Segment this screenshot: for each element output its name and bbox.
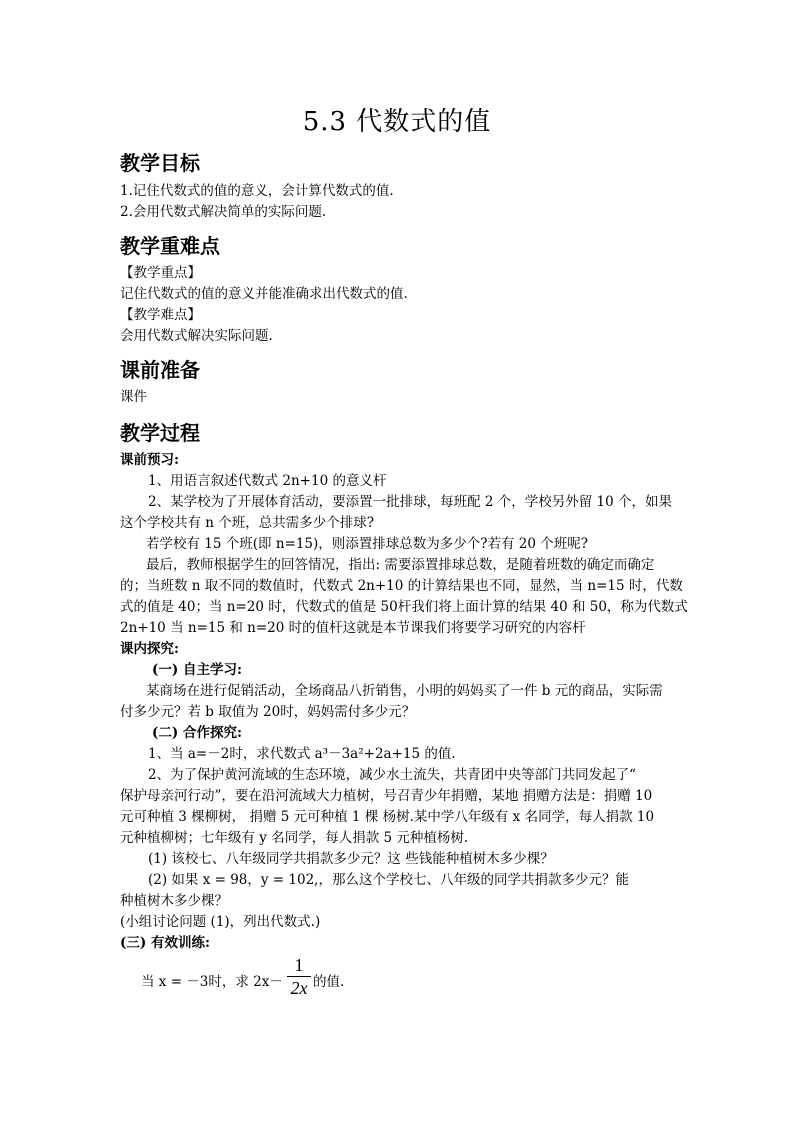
fraction-numerator: 1	[294, 955, 304, 975]
explore-label: 课内探究:	[120, 641, 179, 657]
part2-line: 种植树木多少棵？	[120, 893, 228, 909]
preview-line: 这个学校共有 n 个班，总共需多少个排球?	[120, 515, 375, 531]
exercise-suffix: 的值.	[313, 974, 345, 990]
part2-line: 元种植柳树；七年级有 y 名同学，每人捐款 5 元种植杨树.	[120, 830, 469, 846]
preview-line: 1、用语言叙述代数式 2n+10 的意义杆	[148, 473, 387, 489]
preview-line: 若学校有 15 个班(即 n=15)，则添置排球总数为多少个?若有 20 个班呢?	[146, 536, 589, 552]
part2-line: 1、当 a=－2时，求代数式 a³－3a²+2a+15 的值.	[148, 746, 456, 762]
heading-objectives: 教学目标	[120, 151, 200, 175]
prep-text: 课件	[120, 389, 147, 405]
exercise-prefix: 当 x = －3时，求 2x－	[141, 974, 283, 990]
preview-line: 2n+10 当 n=15 和 n=20 时的值杆这就是本节课我们将要学习研究的内容杆	[120, 620, 586, 636]
part2-line: 保护母亲河行动”，要在沿河流域大力植树，号召青少年捐赠，某地 捐赠方法是：捐赠 10	[120, 788, 653, 804]
heading-process: 教学过程	[120, 421, 200, 445]
difficulty-text: 会用代数式解决实际问题.	[120, 328, 273, 344]
preview-line: 最后，教师根据学生的回答情况，指出: 需要添置排球总数，是随着班数的确定而确定	[146, 557, 655, 573]
part2-line: 2、为了保护黄河流域的生态环境，减少水土流失，共青团中央等部门共同发起了“	[148, 767, 636, 783]
part2-label: (二) 合作探究:	[152, 725, 242, 741]
focus-text: 记住代数式的值的意义并能准确求出代数式的值.	[120, 286, 408, 302]
fraction-denominator: 2x	[290, 978, 308, 998]
fraction-bar	[287, 976, 311, 977]
heading-key-points: 教学重难点	[120, 234, 220, 258]
objective-item-1: 1.记住代数式的值的意义，会计算代数式的值.	[120, 183, 394, 199]
part3-label: (三) 有效训练:	[120, 935, 210, 951]
preview-line: 的；当班数 n 取不同的数值时，代数式 2n+10 的计算结果也不同，显然，当 n=15 时，代数	[120, 578, 683, 594]
part2-line: (2) 如果 x = 98，y = 102,，那么这个学校七、八年级的同学共捐款多少元？能	[148, 872, 629, 888]
part2-line: (小组讨论问题 (1)，列出代数式.)	[120, 914, 321, 930]
heading-prep: 课前准备	[120, 358, 200, 382]
preview-line: 2、某学校为了开展体育活动，要添置一批排球，每班配 2 个，学校另外留 10 个，如果	[148, 494, 673, 510]
page-title: 5.3 代数式的值	[302, 107, 492, 137]
exercise-fraction	[287, 955, 311, 998]
objective-item-2: 2.会用代数式解决简单的实际问题.	[120, 204, 327, 220]
part1-line: 付多少元？若 b 取值为 20时，妈妈需付多少元？	[120, 704, 416, 720]
focus-label: 【教学重点】	[120, 265, 201, 281]
part2-line: (1) 该校七、八年级同学共捐款多少元？这 些钱能种植树木多少棵？	[148, 851, 554, 867]
part1-label: (一) 自主学习:	[152, 662, 242, 678]
part1-line: 某商场在进行促销活动，全场商品八折销售，小明的妈妈买了一件 b 元的商品，实际需	[146, 683, 663, 699]
preview-line: 式的值是 40；当 n=20 时，代数式的值是 50杆我们将上面计算的结果 40 和 50，称为代数式	[120, 599, 688, 615]
part2-line: 元可种植 3 棵柳树， 捐赠 5 元可种植 1 棵 杨树.某中学八年级有 x 名同学，每人捐款 10	[120, 809, 655, 825]
difficulty-label: 【教学难点】	[120, 307, 201, 323]
preview-label: 课前预习:	[120, 452, 179, 468]
